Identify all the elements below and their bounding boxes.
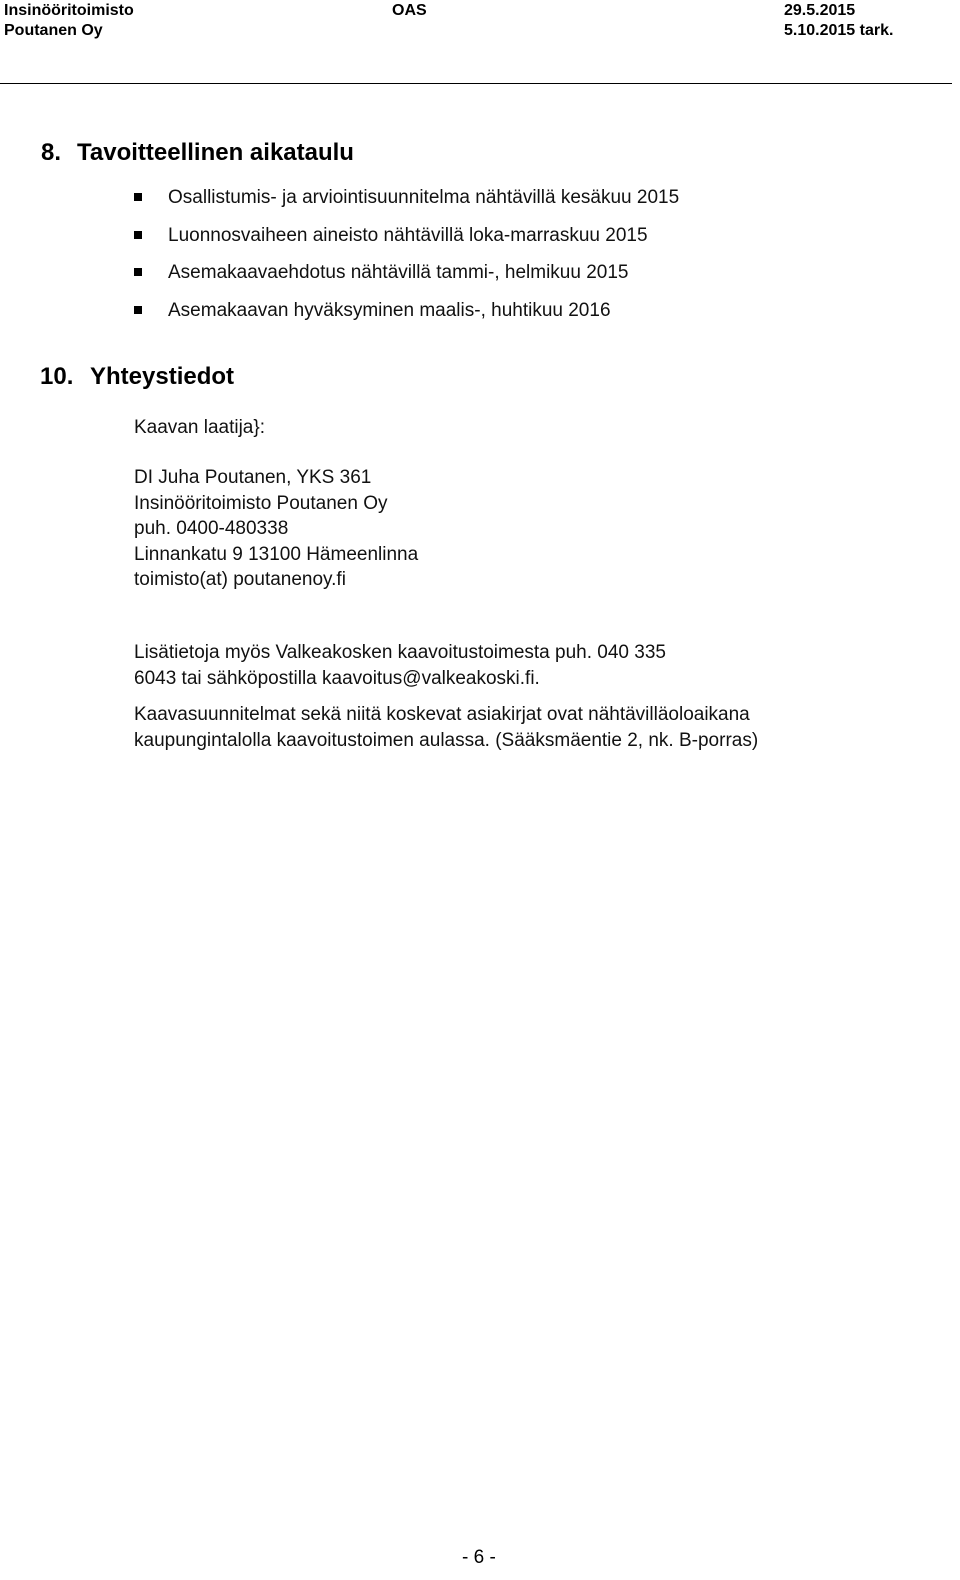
square-bullet-icon [134,306,142,314]
contact-block [134,465,418,593]
section-title: Yhteystiedot [90,363,235,390]
paragraph-line: 6043 tai sähköpostilla kaavoitus@valkeakoski.fi. [134,667,540,689]
list-item [134,299,679,337]
contact-email: toimisto(at) poutanenoy.fi [134,569,346,590]
square-bullet-icon [134,231,142,239]
contact-company: Insinööritoimisto Poutanen Oy [134,492,388,514]
list-item-text: Luonnosvaiheen aineisto nähtävillä loka-marraskuu 2015 [168,224,648,246]
list-item [134,261,679,299]
header-revision-date: 5.10.2015 tark. [784,22,894,39]
section-number: 10. [40,363,74,390]
header-company-suffix: Poutanen Oy [4,22,103,39]
list-item [134,186,679,224]
list-item-text: Osallistumis- ja arviointisuunnitelma nähtävillä kesäkuu 2015 [168,187,680,208]
more-info-paragraph [134,640,666,691]
section-number: 8. [41,139,62,166]
header-date: 29.5.2015 [784,2,856,19]
square-bullet-icon [134,268,142,276]
contact-address: Linnankatu 9 13100 Hämeenlinna [134,543,419,565]
paragraph-line: Lisätietoja myös Valkeakosken kaavoitustoimesta puh. 040 335 [134,642,666,663]
plans-availability-paragraph [134,702,758,753]
header-divider [0,83,952,84]
contact-person: DI Juha Poutanen, YKS 361 [134,467,372,488]
header-company-name: Insinööritoimisto [4,2,134,19]
paragraph-line: kaupungintalolla kaavoitustoimen aulassa. (Sääksmäentie 2, nk. B-porras) [134,729,759,751]
page-number: - 6 - [462,1547,496,1568]
square-bullet-icon [134,193,142,201]
contact-phone: puh. 0400-480338 [134,518,289,539]
header-document-type: OAS [392,2,427,19]
section-heading-contacts [40,363,234,391]
list-item-text: Asemakaavaehdotus nähtävillä tammi-, helmikuu 2015 [168,262,629,283]
section-title: Tavoitteellinen aikataulu [77,139,354,166]
author-label: Kaavan laatija}: [134,417,265,438]
schedule-list [134,186,679,336]
list-item-text: Asemakaavan hyväksyminen maalis-, huhtikuu 2016 [168,299,611,321]
paragraph-line: Kaavasuunnitelmat sekä niitä koskevat asiakirjat ovat nähtävilläoloaikana [134,704,750,725]
list-item [134,224,679,262]
section-heading-schedule [41,139,354,167]
